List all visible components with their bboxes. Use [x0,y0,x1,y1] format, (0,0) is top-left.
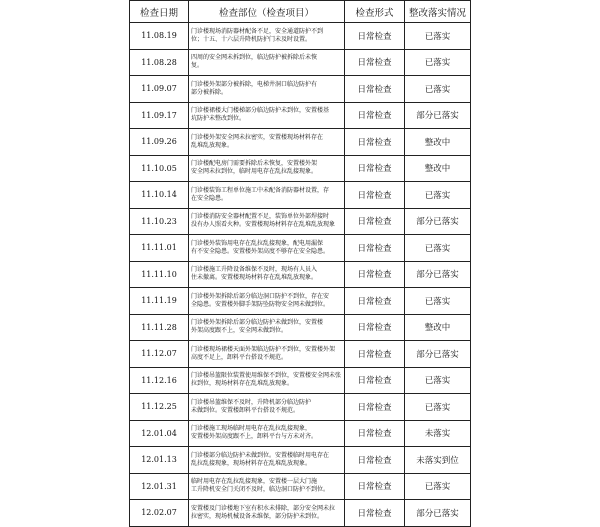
row-form: 日常检查 [345,208,405,235]
row-date: 11.11.10 [130,261,189,288]
table-row [130,473,471,500]
row-form: 日常检查 [345,367,405,394]
row-status: 整改中 [405,314,471,341]
row-item: 四周的安全网未拆到位，临边防护被拆除后未恢 复。 [189,49,345,76]
row-status: 已落实 [405,49,471,76]
row-date: 11.12.25 [130,394,189,421]
header-status: 整改落实情况 [405,1,471,23]
row-form: 日常检查 [345,500,405,527]
row-status: 部分已落实 [405,208,471,235]
row-form: 日常检查 [345,420,405,447]
row-date: 12.02.07 [130,500,189,527]
table-row [130,447,471,474]
table-row [130,314,471,341]
table-row [130,129,471,156]
row-form: 日常检查 [345,235,405,262]
row-date: 11.10.05 [130,155,189,182]
header-form: 检查形式 [345,1,405,23]
row-form: 日常检查 [345,288,405,315]
row-form: 日常检查 [345,155,405,182]
table-row [130,155,471,182]
row-item: 门诊楼裙楼大门楼梯部分临边防护未到位，安置楼基 坑防护未整改到位。 [189,102,345,129]
row-form: 日常检查 [345,182,405,209]
row-item: 门诊楼消防安全器材配置不足，装饰单位外部焊接时 没有办人照看火种。安置楼现场材料存在乱堆乱放现象 [189,208,345,235]
row-item: 临时用电存在乱拉乱接现象，安置楼一层大门施 工升降机安全门关闭不及时，临边洞口防护不到位。 [189,473,345,500]
row-status: 已落实 [405,473,471,500]
row-date: 12.01.13 [130,447,189,474]
header-item: 检查部位（检查项目） [189,1,345,23]
row-date: 12.01.31 [130,473,189,500]
table-row [130,261,471,288]
row-status: 未落实到位 [405,447,471,474]
row-status: 已落实 [405,182,471,209]
row-date: 11.09.07 [130,76,189,103]
table-row [130,76,471,103]
row-item: 门诊楼外架拆除后部分临边洞口防护不到位，存在安 全隐患。安置楼外脚手架防坠防物安全网未做到位。 [189,288,345,315]
row-item: 门诊楼吊篮维保不及时，升降机部分临边防护 未做到位。安置楼卸料平台搭设不规范。 [189,394,345,421]
row-status: 部分已落实 [405,261,471,288]
row-status: 整改中 [405,155,471,182]
row-date: 11.11.19 [130,288,189,315]
row-item: 门诊楼现场消防器材配备不足，安全通道防护不到 位；十五、十六层升降机防护门未及时设置。 [189,23,345,50]
row-item: 门诊楼外架安全网未拉密实，安置楼现场材料存在 乱堆乱放现象。 [189,129,345,156]
header-date: 检查日期 [130,1,189,23]
row-status: 已落实 [405,367,471,394]
row-form: 日常检查 [345,394,405,421]
row-form: 日常检查 [345,261,405,288]
row-form: 日常检查 [345,129,405,156]
table-row [130,500,471,527]
table-row [130,102,471,129]
row-date: 11.09.17 [130,102,189,129]
row-date: 11.12.16 [130,367,189,394]
row-date: 11.10.14 [130,182,189,209]
row-form: 日常检查 [345,23,405,50]
table-header-row [130,1,471,23]
inspection-table [129,0,471,527]
row-date: 11.09.26 [130,129,189,156]
row-status: 部分已落实 [405,341,471,368]
table-row [130,367,471,394]
row-item: 安置楼及门诊楼地下室有积水未排除，部分安全网未拉 拉密实，现场机械设备未维保，部分防护未到位。 [189,500,345,527]
row-status: 已落实 [405,288,471,315]
row-status: 部分已落实 [405,102,471,129]
table-row [130,288,471,315]
row-form: 日常检查 [345,76,405,103]
row-item: 门诊楼配电房门需要拆除后未恢复，安置楼外架 安全网未拉到位，临时用电存在乱拉乱接现象。 [189,155,345,182]
row-date: 11.11.28 [130,314,189,341]
table-row [130,49,471,76]
row-status: 已落实 [405,76,471,103]
row-status: 部分已落实 [405,500,471,527]
row-item: 门诊楼施工现场临时用电存在乱拉乱接现象， 安置楼外架高度跟不上，卸料平台与方未对齐。 [189,420,345,447]
row-date: 11.11.01 [130,235,189,262]
row-status: 已落实 [405,23,471,50]
row-form: 日常检查 [345,314,405,341]
row-item: 门诊楼外架部分被拆除，电梯井洞口临边防护有 部分被拆除。 [189,76,345,103]
row-form: 日常检查 [345,102,405,129]
row-form: 日常检查 [345,473,405,500]
row-item: 门诊楼施工升降设备维保不及时，现场有人员入 住未撤离。安置楼现场材料存在乱堆乱放现象。 [189,261,345,288]
row-date: 11.10.23 [130,208,189,235]
row-status: 整改中 [405,129,471,156]
row-status: 已落实 [405,235,471,262]
table-row [130,420,471,447]
row-item: 门诊楼部分临边防护未做到位。安置楼临时用电存在 乱拉乱接现象，现场材料存在乱堆乱放现象。 [189,447,345,474]
row-item: 门诊楼外架拆除后部分临边防护未做到位，安置楼 外架高度跟不上，安全网未做到位。 [189,314,345,341]
table-body [130,23,471,527]
row-item: 门诊楼外装饰用电存在乱拉乱接现象，配电用漏保 有不安全隐患。安置楼外架高度不够存在安全隐患。 [189,235,345,262]
row-date: 12.01.04 [130,420,189,447]
row-form: 日常检查 [345,447,405,474]
row-item: 门诊楼吊篮限位装置使用维保不到位，安置楼安全网未张 拉到位，现场材料存在乱堆乱放现象。 [189,367,345,394]
row-date: 11.12.07 [130,341,189,368]
table-row [130,394,471,421]
table-row [130,235,471,262]
table-row [130,23,471,50]
row-item: 门诊楼装饰工程单位施工中未配备消防器材设置，存 在安全隐患。 [189,182,345,209]
row-status: 未落实 [405,420,471,447]
row-item: 门诊楼现场裙楼天面外架临边防护不到位，安置楼外架 高度不足上，卸料平台搭设不规范。 [189,341,345,368]
table-row [130,182,471,209]
row-form: 日常检查 [345,341,405,368]
inspection-sheet [129,0,470,520]
row-date: 11.08.19 [130,23,189,50]
table-row [130,208,471,235]
row-form: 日常检查 [345,49,405,76]
row-date: 11.08.28 [130,49,189,76]
row-status: 已落实 [405,394,471,421]
table-row [130,341,471,368]
